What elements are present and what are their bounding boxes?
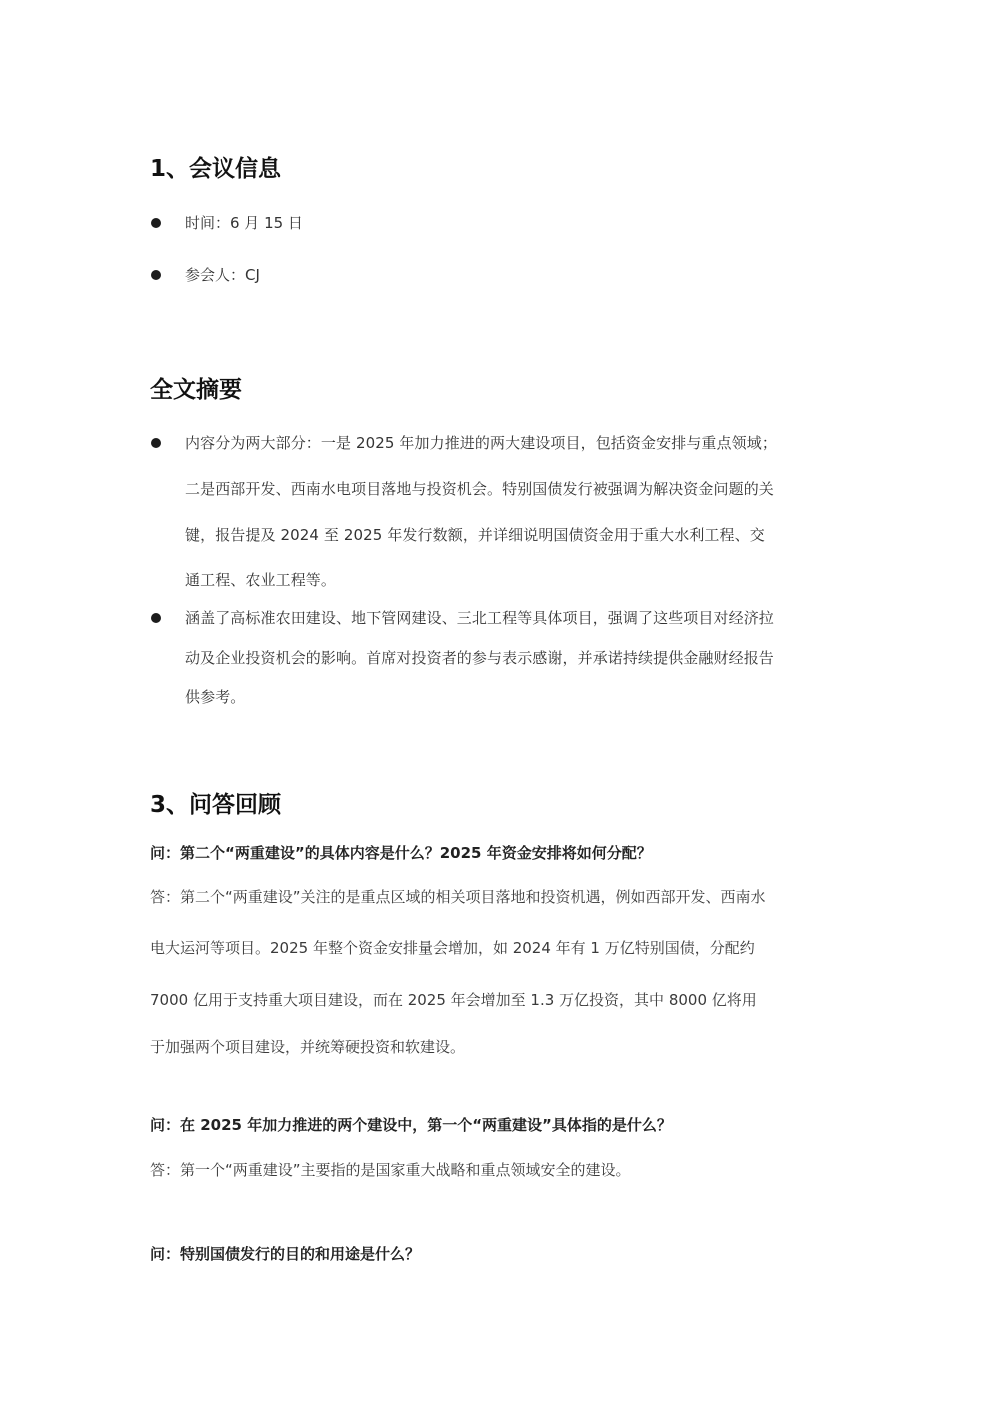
answer-1-line: 电大运河等项目。2025 年整个资金安排量会增加，如 2024 年有 1 万亿特别国债，分配约 — [150, 939, 755, 957]
bullet-icon — [151, 270, 161, 280]
answer-1-line: 7000 亿用于支持重大项目建设，而在 2025 年会增加至 1.3 万亿投资，其中 8000 亿将用 — [150, 991, 757, 1009]
question-1: 问：第二个“两重建设”的具体内容是什么？2025 年资金安排将如何分配？ — [150, 844, 652, 862]
summary-item2-line: 供参考。 — [185, 688, 246, 706]
bullet-icon — [151, 613, 161, 623]
summary-item1-line: 二是西部开发、西南水电项目落地与投资机会。特别国债发行被强调为解决资金问题的关 — [185, 480, 774, 498]
meeting-attendees: 参会人：CJ — [185, 266, 260, 284]
summary-item2-line: 涵盖了高标准农田建设、地下管网建设、三北工程等具体项目，强调了这些项目对经济拉 — [185, 609, 774, 627]
answer-1-line: 答：第二个“两重建设”关注的是重点区域的相关项目落地和投资机遇，例如西部开发、西南水 — [150, 888, 766, 906]
bullet-icon — [151, 218, 161, 228]
summary-item1-line: 通工程、农业工程等。 — [185, 571, 337, 589]
question-3: 问：特别国债发行的目的和用途是什么？ — [150, 1245, 421, 1263]
summary-item1-line: 键，报告提及 2024 至 2025 年发行数额，并详细说明国债资金用于重大水利工程、交 — [185, 526, 765, 544]
qa-heading: 3、问答回顾 — [150, 792, 282, 818]
bullet-icon — [151, 438, 161, 448]
answer-2: 答：第一个“两重建设”主要指的是国家重大战略和重点领域安全的建设。 — [150, 1161, 631, 1179]
summary-item1-line: 内容分为两大部分：一是 2025 年加力推进的两大建设项目，包括资金安排与重点领域； — [185, 434, 777, 452]
meeting-time: 时间：6 月 15 日 — [185, 214, 303, 232]
question-2: 问：在 2025 年加力推进的两个建设中，第一个“两重建设”具体指的是什么？ — [150, 1116, 672, 1134]
summary-item2-line: 动及企业投资机会的影响。首席对投资者的参与表示感谢，并承诺持续提供金融财经报告 — [185, 649, 774, 667]
summary-heading: 全文摘要 — [150, 377, 242, 403]
meeting-info-heading: 1、会议信息 — [150, 156, 282, 182]
answer-1-line: 于加强两个项目建设，并统筹硬投资和软建设。 — [150, 1038, 466, 1056]
